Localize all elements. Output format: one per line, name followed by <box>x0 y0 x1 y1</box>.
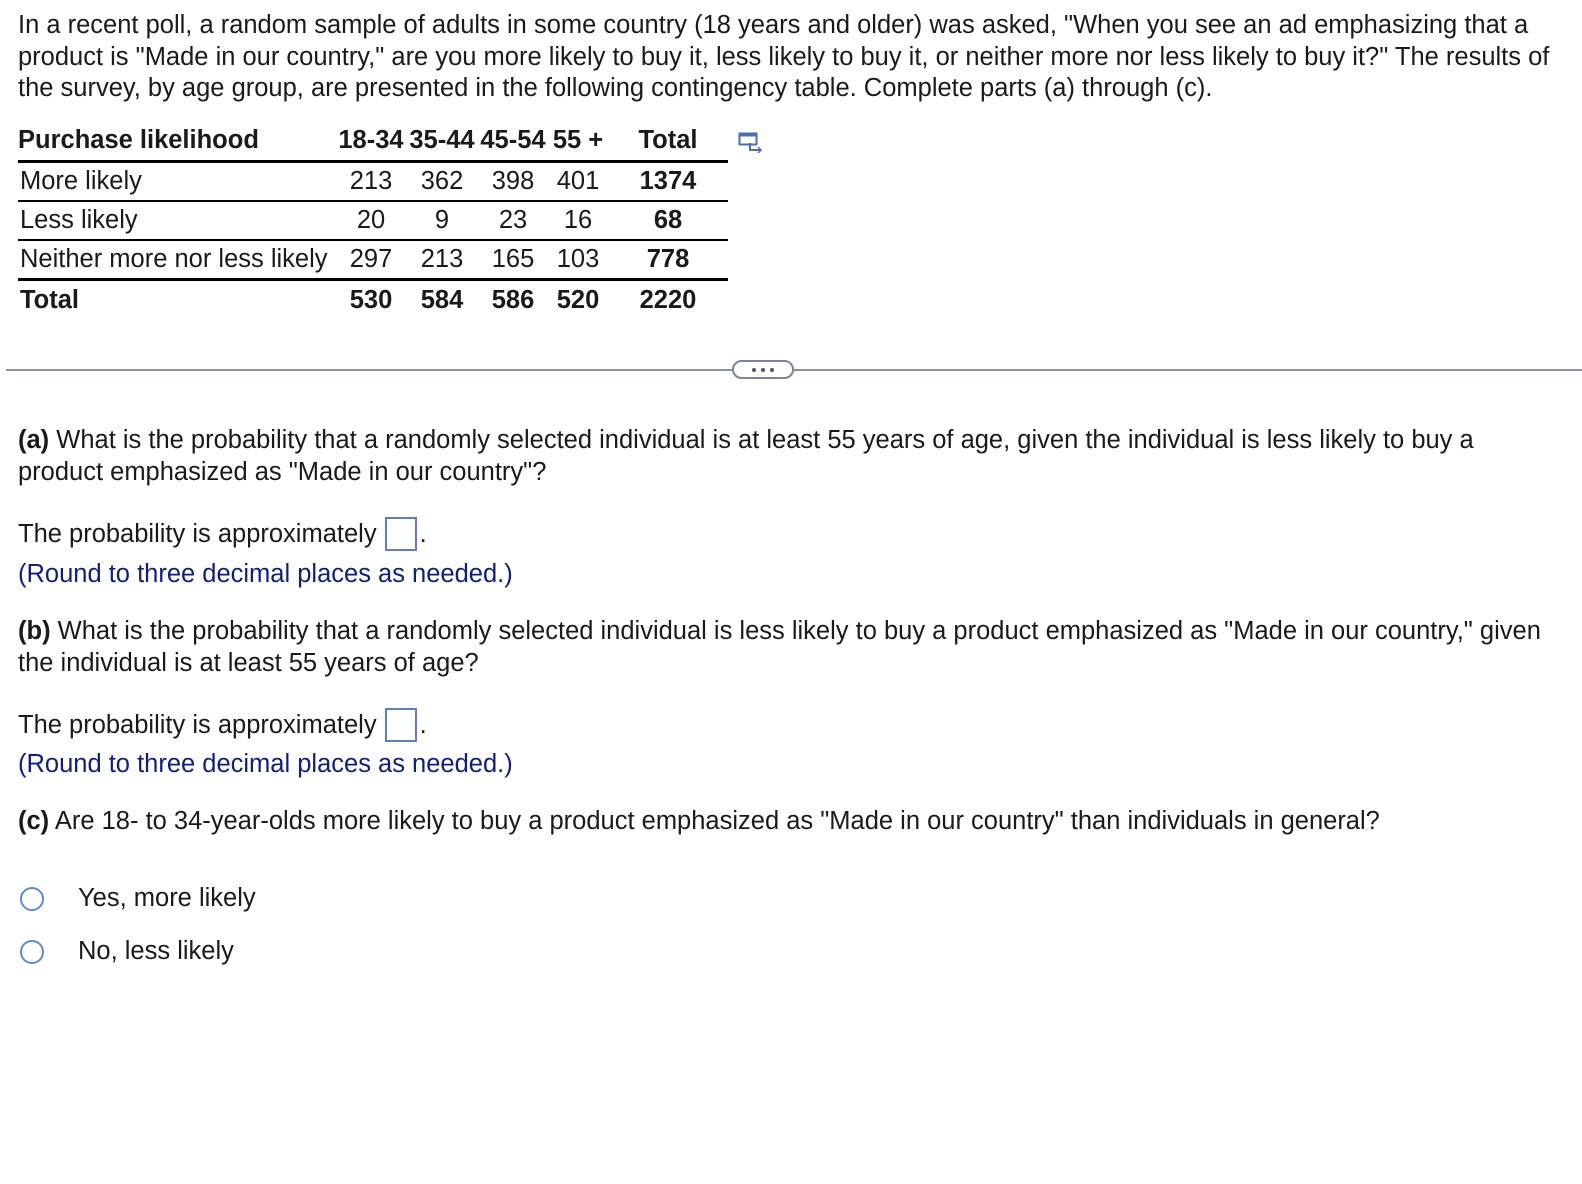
table-row <box>18 240 728 280</box>
table-cell: 165 <box>478 240 548 280</box>
table-cell: 9 <box>406 201 478 240</box>
header-18-34: 18-34 <box>336 120 406 162</box>
row-label: Total <box>20 285 80 314</box>
answer-suffix: . <box>419 519 427 548</box>
answer-line-a <box>18 517 427 551</box>
answer-input-b[interactable] <box>385 708 417 742</box>
row-total: 778 <box>608 240 728 280</box>
dot-icon <box>770 368 774 372</box>
part-a-label: (a) <box>18 426 50 454</box>
table-cell: 398 <box>478 162 548 202</box>
totals-row <box>18 280 728 320</box>
part-c-question: Are 18- to 34-year-olds more likely to buy a product emphasized as "Made in our country" than individuals in general? <box>54 807 1380 835</box>
answer-prefix: The probability is approximately <box>18 710 377 739</box>
row-label: Less likely <box>18 201 336 240</box>
rounding-hint-b: (Round to three decimal places as needed.) <box>18 750 513 778</box>
row-label: More likely <box>18 162 336 202</box>
row-label: Neither more nor less likely <box>18 240 336 280</box>
header-purchase-likelihood: Purchase likelihood <box>18 120 336 162</box>
answer-suffix: . <box>419 710 427 739</box>
header-45-54: 45-54 <box>478 120 548 162</box>
header-35-44: 35-44 <box>406 120 478 162</box>
header-55-plus: 55 + <box>548 120 608 162</box>
header-total: Total <box>608 120 728 162</box>
part-b-label: (b) <box>18 617 51 645</box>
expand-more-button[interactable] <box>732 360 794 379</box>
table-cell: 362 <box>406 162 478 202</box>
table-cell: 16 <box>548 201 608 240</box>
table-cell: 20 <box>336 201 406 240</box>
table-cell: 401 <box>548 162 608 202</box>
section-divider <box>6 369 1582 371</box>
table-cell: 213 <box>336 162 406 202</box>
grand-total: 2220 <box>639 285 697 314</box>
row-total: 1374 <box>608 162 728 202</box>
table-cell: 103 <box>548 240 608 280</box>
table-cell: 213 <box>406 240 478 280</box>
problem-intro: In a recent poll, a random sample of adults in some country (18 years and older) was asked, "When you see an ad emphasizing that a product is "Made in our country," are you more likely to buy it, less likely to buy it, or neither more nor less likely to buy it?" The results of the survey, by age group, are presented in the following contingency table. Complete parts (a) through (c). <box>18 11 1550 102</box>
rounding-hint-a: (Round to three decimal places as needed.) <box>18 560 513 588</box>
table-cell: 584 <box>420 285 464 314</box>
option-no-less-likely[interactable] <box>20 937 234 966</box>
question-c <box>18 806 1563 838</box>
table-cell: 520 <box>556 285 600 314</box>
contingency-table <box>18 120 728 319</box>
row-total: 68 <box>608 201 728 240</box>
table-row <box>18 162 728 202</box>
option-yes-more-likely[interactable] <box>20 884 256 913</box>
question-a <box>18 425 1563 488</box>
table-row <box>18 201 728 240</box>
part-a-question: What is the probability that a randomly selected individual is at least 55 years of age, given the individual is less likely to buy a product emphasized as "Made in our country"? <box>18 426 1474 486</box>
table-cell: 586 <box>491 285 535 314</box>
part-c-label: (c) <box>18 807 50 835</box>
answer-input-a[interactable] <box>385 517 417 551</box>
option-label: No, less likely <box>78 937 234 965</box>
dot-icon <box>752 368 756 372</box>
option-label: Yes, more likely <box>78 884 256 912</box>
part-b-question: What is the probability that a randomly selected individual is less likely to buy a product emphasized as "Made in our country," given the individual is at least 55 years of age? <box>18 617 1541 677</box>
radio-button[interactable] <box>20 940 44 964</box>
answer-prefix: The probability is approximately <box>18 519 377 548</box>
table-cell: 23 <box>478 201 548 240</box>
answer-line-b <box>18 708 427 742</box>
copy-table-icon[interactable] <box>738 131 764 153</box>
table-cell: 530 <box>349 285 393 314</box>
radio-button[interactable] <box>20 887 44 911</box>
question-b <box>18 616 1563 679</box>
table-cell: 297 <box>336 240 406 280</box>
dot-icon <box>761 368 765 372</box>
